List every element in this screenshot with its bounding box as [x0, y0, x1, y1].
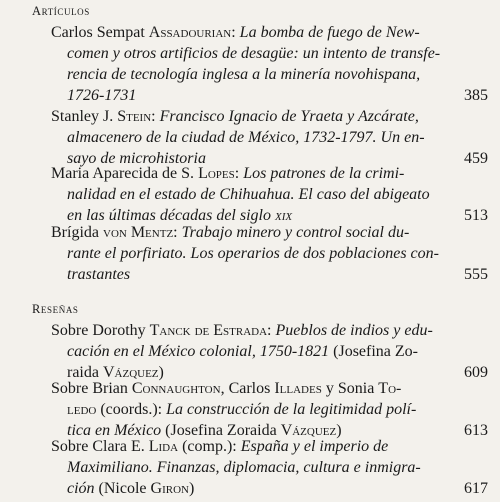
author-name: Lida	[148, 438, 179, 455]
entry-text: (comp.):	[178, 438, 241, 455]
page-number: 555	[464, 266, 488, 283]
work-title: La construcción de la legitimidad polí-	[166, 401, 417, 418]
work-title: nalidad en el estado de Chihuahua. El caso del abigeato	[67, 186, 430, 203]
entry-text: (Nicole	[94, 480, 151, 497]
entry-text: , Carlos	[220, 380, 275, 397]
entry-text: :	[234, 165, 244, 182]
entry-continuation-line	[51, 64, 469, 85]
toc-entry	[51, 222, 469, 285]
work-title: tica en México	[67, 422, 162, 439]
entry-text: )	[188, 480, 195, 497]
section-heading-articulos: Artículos	[32, 4, 90, 18]
entry-text: :	[151, 108, 160, 125]
work-title: en las últimas décadas del siglo	[67, 207, 275, 224]
author-name: Assadourian	[148, 24, 232, 41]
work-title: sayo de microhistoria	[67, 150, 206, 167]
author-name: Giron	[150, 480, 189, 497]
page-number: 617	[464, 480, 488, 497]
entry-continuation-line	[51, 399, 469, 420]
author-name: von Mentz	[103, 224, 174, 241]
entry-first-line	[51, 163, 469, 184]
page-number: 613	[464, 422, 488, 439]
entry-continuation-line	[51, 243, 469, 264]
work-title: cación en el México colonial, 1750-1821	[67, 343, 330, 360]
entry-text: Brígida	[51, 224, 103, 241]
toc-entry	[51, 320, 469, 383]
entry-text: Stanley J.	[51, 108, 118, 125]
work-title: trastantes	[67, 266, 131, 283]
entry-continuation-line	[51, 127, 469, 148]
entry-text: Sobre Clara E.	[51, 438, 149, 455]
entry-text: raida	[67, 364, 103, 381]
entry-text: :	[231, 24, 240, 41]
work-title: Los patrones de la crimi-	[243, 165, 405, 182]
work-title: ción	[67, 480, 95, 497]
entry-text: (Josefina Zo-	[329, 343, 418, 360]
author-name: Vázquez	[280, 422, 337, 439]
work-title: 1726-1731	[67, 87, 137, 104]
author-name: Vázquez	[102, 364, 159, 381]
author-name: ledo	[67, 401, 97, 418]
entry-text: (Josefina Zoraida	[161, 422, 281, 439]
entry-continuation-line	[51, 184, 469, 205]
work-title: rante el porfiriato. Los operarios de dos poblaciones con-	[67, 245, 439, 262]
author-name: Illades	[274, 380, 322, 397]
work-title: Trabajo minero y control social du-	[181, 224, 410, 241]
entry-text: Sobre Brian	[51, 380, 132, 397]
author-name: Tanck de Estrada	[149, 322, 268, 339]
entry-continuation-line	[51, 478, 469, 499]
work-title: rencia de tecnología inglesa a la minería novohispana,	[67, 66, 421, 83]
work-title: almacenero de la ciudad de México, 1732-1797. Un en-	[67, 129, 425, 146]
page-number: 513	[464, 207, 488, 224]
author-name: xix	[274, 207, 293, 224]
work-title: España y el imperio de	[240, 438, 389, 455]
work-title: Maximiliano. Finanzas, diplomacia, cultura e inmigra-	[67, 459, 421, 476]
entry-text: :	[173, 224, 182, 241]
author-name: To-	[378, 380, 402, 397]
entry-first-line	[51, 222, 469, 243]
entry-text: Carlos Sempat	[51, 24, 149, 41]
entry-text: )	[158, 364, 164, 381]
entry-continuation-line	[51, 85, 469, 106]
entry-first-line	[51, 320, 469, 341]
author-name: Stein	[117, 108, 152, 125]
work-title: La bomba de fuego de New-	[239, 24, 420, 41]
toc-entry	[51, 106, 469, 169]
entry-first-line	[51, 436, 469, 457]
entry-text: )	[336, 422, 342, 439]
page-number: 385	[464, 87, 488, 104]
entry-first-line	[51, 378, 469, 399]
author-name: Connaughton	[131, 380, 221, 397]
work-title: Pueblos de indios y edu-	[275, 322, 433, 339]
entry-first-line	[51, 106, 469, 127]
entry-text: :	[267, 322, 276, 339]
entry-continuation-line	[51, 341, 469, 362]
entry-continuation-line	[51, 43, 469, 64]
entry-first-line	[51, 22, 469, 43]
entry-text: (coords.):	[96, 401, 167, 418]
page-number: 459	[464, 150, 488, 167]
author-name: Lopes	[198, 165, 235, 182]
entry-text: Sobre Dorothy	[51, 322, 150, 339]
toc-entry	[51, 22, 469, 106]
section-heading-resenas: Reseñas	[32, 302, 79, 316]
toc-entry	[51, 163, 469, 226]
entry-continuation-line	[51, 264, 469, 285]
entry-text: Maria Aparecida de S.	[51, 165, 199, 182]
work-title: Francisco Ignacio de Yraeta y Azcárate,	[159, 108, 419, 125]
toc-entry	[51, 436, 469, 499]
toc-entry	[51, 378, 469, 441]
entry-text: y Sonia	[321, 380, 379, 397]
entry-continuation-line	[51, 457, 469, 478]
work-title: comen y otros artificios de desagüe: un intento de transfe-	[67, 45, 441, 62]
page-number: 609	[464, 364, 488, 381]
